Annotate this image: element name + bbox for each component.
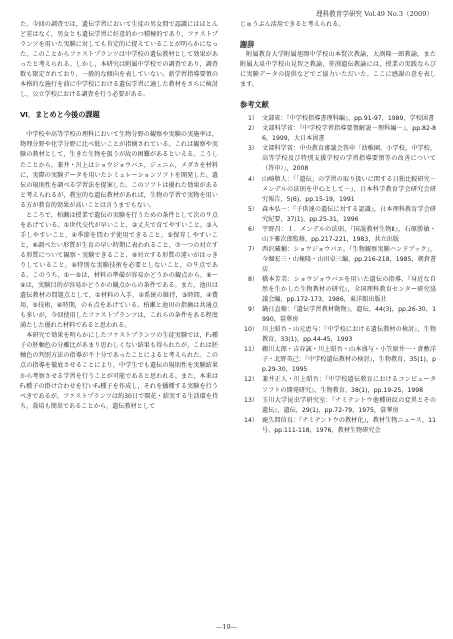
reference-item	[240, 396, 436, 416]
reference-item	[240, 325, 436, 345]
page-number: —19—	[215, 623, 238, 631]
reference-text: 文部科学省：『中学校学習指導要領解説－理科編－』，pp.82-86，1999，大日本図書	[262, 125, 436, 143]
reference-number: 14）	[244, 416, 258, 424]
reference-number: 1）	[247, 115, 258, 123]
issue-label: No.3（2009）	[387, 10, 433, 18]
reference-text: 玉川大学昆虫学研究室：『ナミテントウ他種斑紋の変異とその遺伝』，遺伝，29(1)，pp.72-79，1975，裳華房	[262, 396, 436, 414]
left-column	[20, 20, 218, 412]
running-header	[316, 8, 433, 18]
reference-number: 9）	[247, 306, 258, 314]
reference-item	[240, 345, 436, 375]
reference-list	[240, 114, 436, 436]
reference-text: 文部科学省：中央教育審議会答申「幼稚園，小学校，中学校，高等学校及び特別支援学校の学習指導要領等の改善について（答申）」，2008	[262, 145, 436, 173]
reference-item	[240, 305, 436, 325]
reference-item	[240, 175, 436, 205]
reference-number: 10）	[244, 326, 258, 334]
paragraph-3: 本研究で効果を明らかにしたファストプランツの生徒実験では，F₂種子の胚軸色の分離比があまり思わしくない結果も得られたが，これは胚軸色の判別方法の指導が不十分であったことによると考えられた。この点の指導を徹底させることにより，中学生でも遺伝の規則性を実験結果から考察させる学習を行うことが可能であると思われる。また，本来はF₁種子の掛け合わせを行いF₂種子を作成し，それを播種する実験を行うべきであるが，ファストプランツは約30日で開花・結実する生活環を持ち，栽培も簡単であることから，遺伝教材として	[20, 332, 218, 410]
reference-number: 12）	[244, 376, 258, 384]
reference-item	[240, 225, 436, 245]
reference-item	[240, 245, 436, 275]
reference-text: 鵜川太郎・吉谷誠・川上昭吾・山本盛与・小笠原井一・倉敷洋子・北野英己：『中学校遺伝教材の検討』，生物教育，35(1)，pp.29-30，1995	[262, 346, 436, 374]
reference-number: 13）	[244, 396, 258, 404]
reference-text: 鍋日直樹：『遺伝学習教材動物』，遺伝，44(3)，pp.26-30，1990，裳華房	[262, 306, 436, 324]
continued-paragraph: じゅうぶん活用できると考えられる。	[240, 21, 345, 28]
section-heading: Ⅵ．まとめと今後の課題	[20, 110, 100, 120]
paragraph-1: 中学校や高等学校の理科において生物分野の観察や実験の実施率は，物理分野や化学分野に比べ低いことが指摘されている。これは観察や実験の教材として，生きた生物を扱うが故の困難があるといえる。こうしたことから，兼井・川上はショウジョウバエ，ジェニム，メダカを材料に，実際の実験データを用いたシミュレーションソフトを開発した。遺伝の規則性を調べる学習法を提案した。このソフトは優れた効果があると考えられるが，教室的な遺伝教材があれば，生物の学習で実物を用いる方が教育的効果が高いことは言うまでもない。	[20, 131, 218, 209]
reference-item	[240, 375, 436, 395]
reference-text: 文部省：『中学校指導書理科編』，pp.91-97，1989，学校図書	[262, 115, 435, 123]
acknowledgement-heading: 謝辞	[240, 40, 255, 50]
reference-number: 2）	[247, 125, 258, 133]
reference-item	[240, 416, 436, 436]
acknowledgement-text: 附属教育大学附属旭岡中学校山本賢次教諭，大渕隆一郎教諭，また附属大泉中学校山見智之教諭，笹渕遺伝教諭には，授業の実践ならびに実験データの提供などでご協力いただいた。ここに感謝の意を表します。	[240, 51, 436, 89]
paragraph-2: ところで，柏瀬は授業で遺伝の実験を行うための条件として次の９点をあげている。①世代交代が早いこと，②丈夫で育てやすいこと，③入手しやすいこと，④季節を問わず使用できること，⑤保存しやすいこと，⑥調べたい形質が生育の早い時期に表われること，⑦一つの対立する形質について観察・実験できること，⑧対立する形質の違いがはっきりしていること，⑨特別な実験技術を必要としないこと，の９点である。このうち，①～⑤は，材料の準備が容易かどうかの観点から，⑥～⑨は，実験目的が容易かどうかの観点からの条件である。また，池田は遺伝教材の問題点として，①材料の入手，②系統の維持，③時間，④費用，⑤技術，⑥時期，の６点をあげている。柏瀬と池田の指摘は共通点も多いが，今回使用したファストプランツは，これらの条件をある程度満たした優れた材料であると思われる。	[20, 211, 218, 330]
volume-label: Vol.49	[364, 10, 385, 18]
intro-paragraph: た。今回の調査では，遺伝学習において生徒の男女間で認識にはほとんど差はなく，男女とも遺伝学習に好意的かつ積極的であり，ファストプランツを用いた実験に対しても肯定的に捉えていることが明らかになった。このことからファストプランツは中学校の遺伝教材として効果があったと考えられる。しかし，本研究は附属中学校での調査であり，調査数も限定されており，一般的な傾向を表していない。新学習指導要領の本格的な施行を前に中学校における遺伝学習に適した教材をさらに検討し，公立学校における調査を行う必要がある。	[20, 21, 218, 99]
reference-number: 11）	[244, 346, 258, 354]
references-heading: 参考文献	[240, 100, 269, 110]
reference-item	[240, 124, 436, 144]
reference-text: 橋本芳美：ショウジョウバエを用いた遺伝の指導，『身近な自然を生かした生物教材の研究』，全国理科教育センター研究協議会編，pp.172-173，1986，東洋館出版社	[262, 275, 436, 304]
reference-number: 7）	[247, 245, 258, 253]
reference-item	[240, 114, 436, 124]
reference-text: 山崎敬人：『「遺伝」の学習の取り扱いに関する日独比較研究－メンデルの法則を中心として－』，日本科学教育学会研究会研究報告，5(6)，pp.15-19，1991	[262, 175, 436, 203]
reference-number: 6）	[247, 225, 258, 233]
reference-text: 兼井正人・川上昭吾：『中学校遺伝教育におけるコンピュータソフトの開発研究』，生物教育，38(1)，pp.19-25，1998	[262, 376, 436, 394]
reference-text: 宇野昌：Ｉ．メンデルの法則，『国説教材生物Ⅱ』，石原勝敏・山下雅次郎監修，pp.217-221，1983，共立出版	[262, 225, 436, 243]
reference-item	[240, 205, 436, 225]
reference-text: 森本弘一：『子供達の遺伝に対する認識』，日本理科教育学会研究紀要，37(1)，pp.25-31，1996	[262, 205, 436, 223]
journal-name: 理科教育学研究	[316, 10, 363, 18]
reference-text: 鹿久間信良：『ナミテントウの教材化』，教材生物ニュース，11号，pp.111-118，1976，教材生物研究会	[262, 416, 436, 434]
reference-number: 3）	[247, 145, 258, 153]
reference-number: 8）	[247, 275, 258, 283]
reference-number: 5）	[247, 205, 258, 213]
reference-text: 西沢蔵輔：ショウジョウバエ，『生物観察実験ハンドブック』，今堀宏三・山極隆・山田卓三編，pp.216-218，1985，朝倉書店	[262, 245, 436, 273]
right-column	[240, 20, 436, 436]
reference-item	[240, 144, 436, 174]
reference-text: 川上昭吾・山元恵与：『中学校における遺伝教材の検討』，生物教育，33(1)，pp.44-45，1993	[262, 326, 436, 344]
reference-item	[240, 275, 436, 305]
reference-number: 4）	[247, 175, 258, 183]
